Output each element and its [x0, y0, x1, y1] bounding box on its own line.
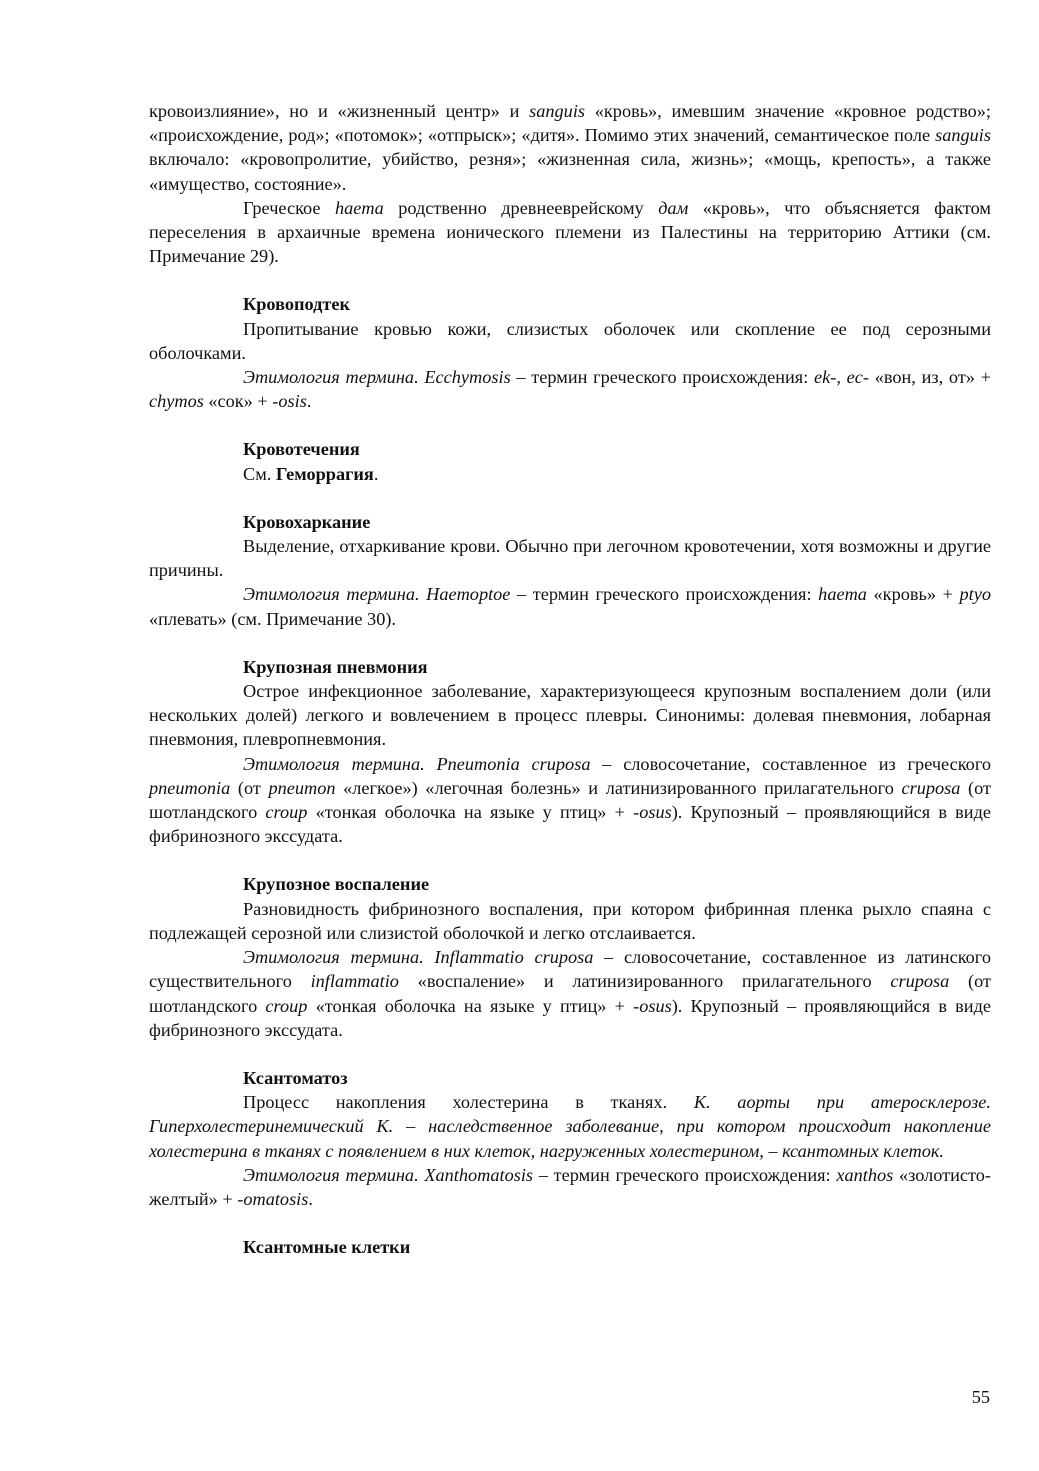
page-number: 55 — [971, 1387, 990, 1407]
entry-etymology: Этимология термина. Xanthomatosis – термин греческого происхождения: xanthos «золотисто-желтый» + -omatosis. — [149, 1164, 991, 1209]
entry-definition: Разновидность фибринозного воспаления, при котором фибринная пленка рыхло спаяна с подлежащей серозной или слизистой оболочкой и легко отслаивается. — [149, 898, 991, 943]
page-body — [149, 99, 991, 1259]
entry-etymology: Этимология термина. Ecchymosis – термин греческого происхождения: ek-, ec- «вон, из, от» + chymos «сок» + -osis. — [149, 367, 991, 412]
entry-definition: Процесс накопления холестерина в тканях. К. аорты при атеросклерозе. Гиперхолестеринемический К. – наследственное заболевание, при котором происходит накопление холестерина в тканях с появлением в них клеток, нагруженных холестерином, – ксантомных клеток. — [149, 1092, 991, 1161]
entry-definition: Пропитывание кровью кожи, слизистых оболочек или скопление ее под серозными оболочками. — [149, 318, 991, 363]
intro-paragraph: кровоизлияние», но и «жизненный центр» и sanguis «кровь», имевшим значение «кровное родство»; «происхождение, род»; «потомок»; «отпрыск»; «дитя». Помимо этих значений, семантическое поле sanguis включало: «кровопролитие, убийство, резня»; «жизненная сила, жизнь»; «мощь, крепость», а также «имущество, состояние». — [149, 101, 991, 194]
intro-paragraph-2: Греческое haema родственно древнееврейскому дам «кровь», что объясняется фактом переселения в архаичные времена ионического племени из Палестины на территорию Аттики (см. Примечание 29). — [149, 197, 991, 267]
cross-reference-link: Геморрагия — [275, 463, 374, 484]
entry-title: Крупозная пневмония — [243, 656, 428, 677]
entry-definition: Острое инфекционное заболевание, характеризующееся крупозным воспалением доли (или нескольких долей) легкого и вовлечением в процесс плевры. Синонимы: долевая пневмония, лобарная пневмония, плевропневмония. — [149, 681, 991, 750]
entry-title: Ксантомные клетки — [243, 1237, 411, 1258]
entry-title: Кровотечения — [243, 439, 360, 460]
entry-definition: Выделение, отхаркивание крови. Обычно при легочном кровотечении, хотя возможны и другие причины. — [149, 536, 991, 581]
entry-etymology: Этимология термина. Pneumonia cruposa – словосочетание, составленное из греческого pneumonia (от pneumon «легкое») «легочная болезнь» и латинизированного прилагательного cruposa (от шотландского croup «тонкая оболочка на языке у птиц» + -osus). Крупозный – проявляющийся в виде фибринозного экссудата. — [149, 753, 992, 847]
entry-cross-reference: См. Геморрагия. — [243, 463, 379, 484]
entry-title: Кровохаркание — [243, 511, 371, 532]
entry-etymology: Этимология термина. Haemoptoe – термин греческого происхождения: haema «кровь» + ptyo «плевать» (см. Примечание 30). — [149, 584, 991, 629]
entry-title: Ксантоматоз — [243, 1067, 348, 1088]
entry-title: Крупозное воспаление — [243, 874, 430, 895]
entry-title: Кровоподтек — [243, 294, 351, 315]
entry-etymology: Этимология термина. Inflammatio cruposa – словосочетание, составленное из латинского существительного inflammatio «воспаление» и латинизированного прилагательного cruposa (от шотландского croup «тонкая оболочка на языке у птиц» + -osus). Крупозный – проявляющийся в виде фибринозного экссудата. — [149, 947, 991, 1040]
